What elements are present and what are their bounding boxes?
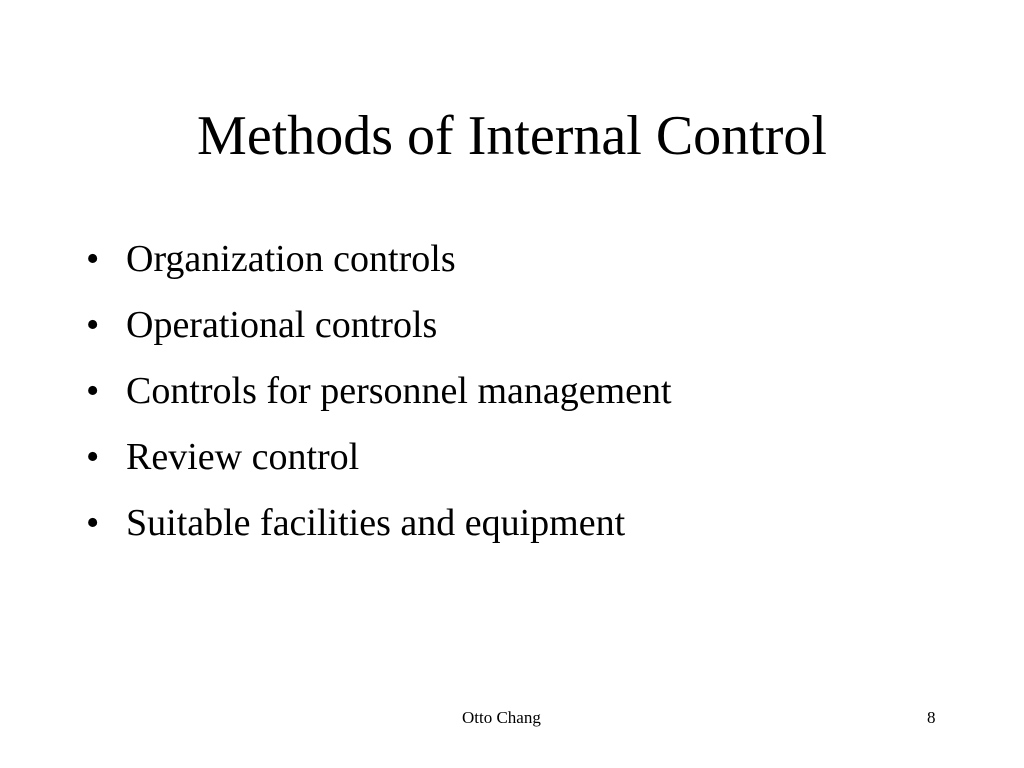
bullet-text: Organization controls	[126, 238, 456, 280]
bullet-text: Operational controls	[126, 304, 438, 346]
bullet-list	[86, 226, 672, 556]
bullet-icon: •	[86, 370, 100, 412]
bullet-text: Controls for personnel management	[126, 370, 672, 412]
bullet-icon: •	[86, 436, 100, 478]
footer-author: Otto Chang	[462, 708, 541, 727]
bullet-item	[86, 292, 672, 358]
bullet-item	[86, 358, 672, 424]
bullet-item	[86, 490, 672, 556]
bullet-item	[86, 226, 672, 292]
bullet-text: Suitable facilities and equipment	[126, 502, 626, 544]
bullet-icon: •	[86, 304, 100, 346]
bullet-icon: •	[86, 502, 100, 544]
bullet-text: Review control	[126, 436, 360, 478]
bullet-icon: •	[86, 238, 100, 280]
bullet-item	[86, 424, 672, 490]
page-number: 8	[927, 708, 936, 727]
slide-title: Methods of Internal Control	[197, 105, 827, 167]
